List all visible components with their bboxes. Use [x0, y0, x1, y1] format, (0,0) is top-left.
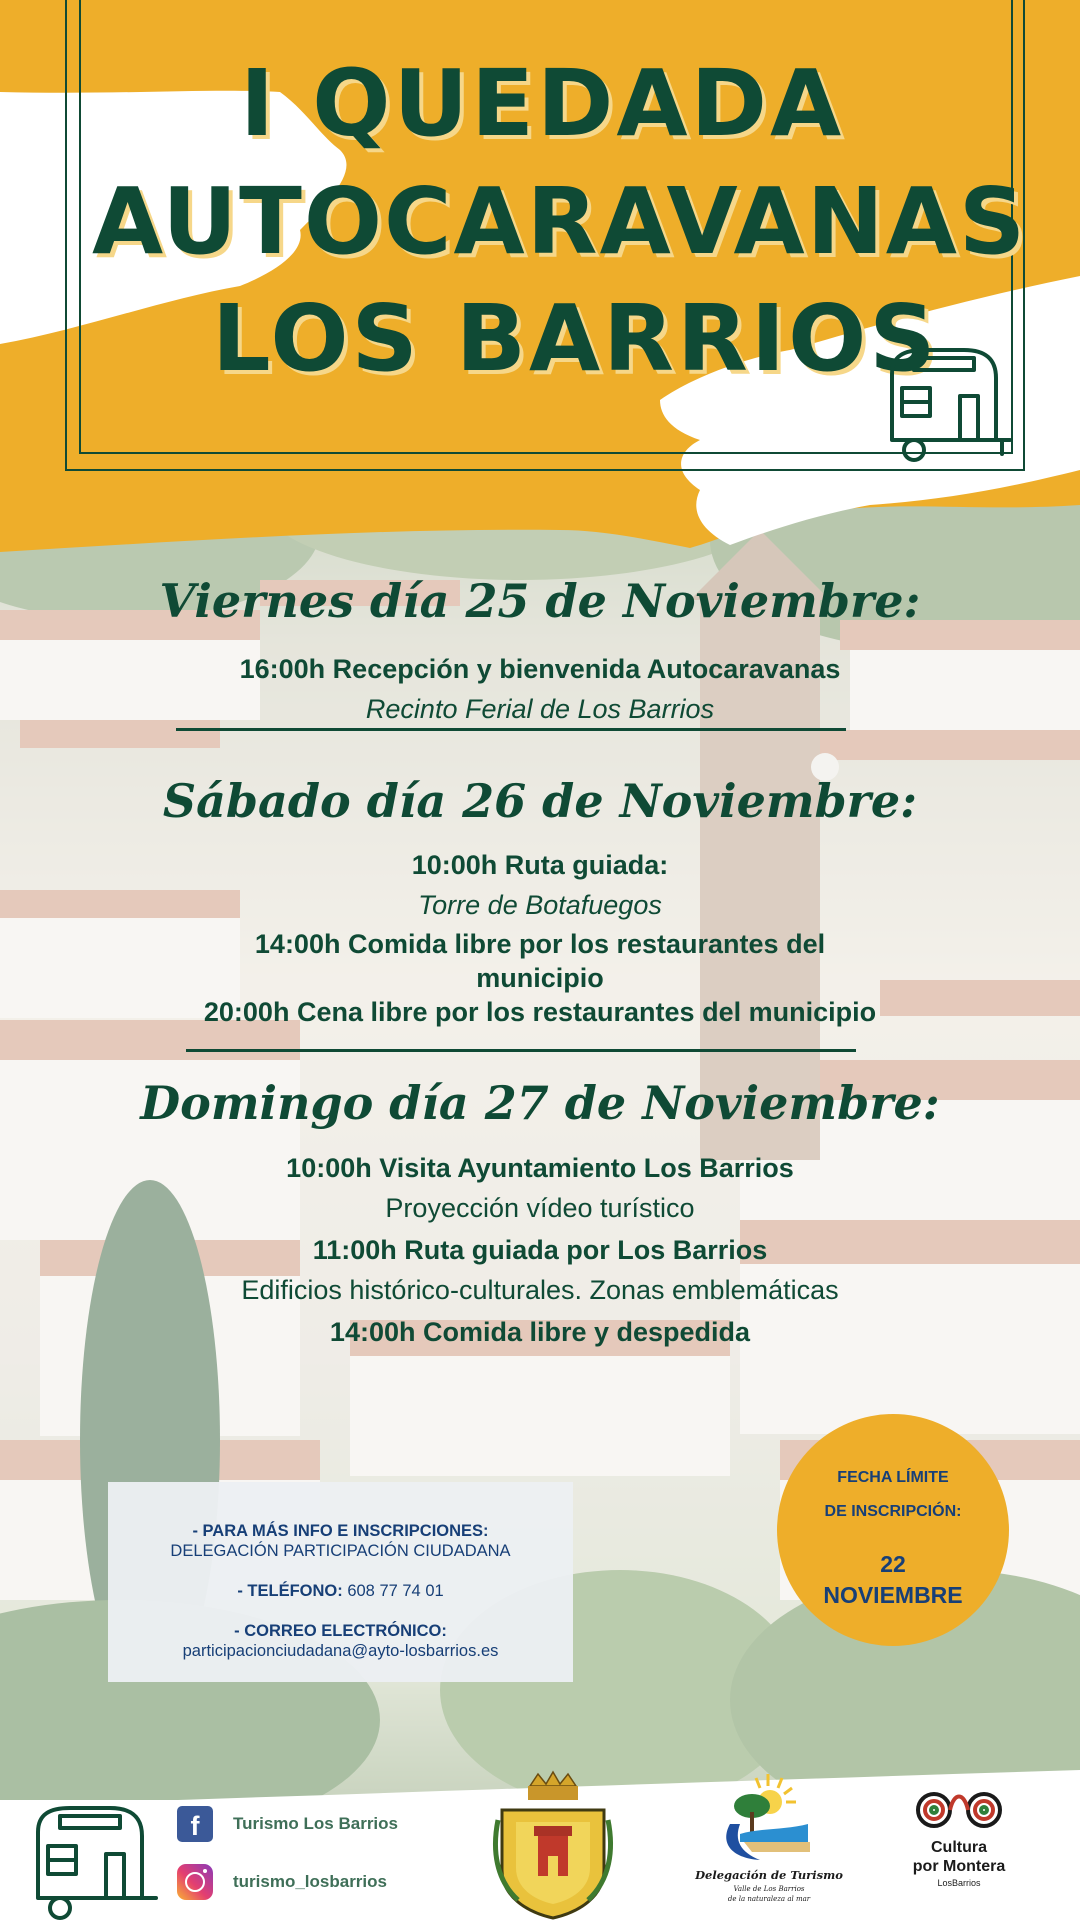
sunday-item-1: 10:00h Visita Ayuntamiento Los Barrios: [286, 1153, 794, 1183]
divider: [186, 1049, 856, 1052]
cultura-line-1: Cultura: [931, 1839, 987, 1856]
turismo-logo-title: Delegación de Turismo: [695, 1868, 843, 1882]
cultura-line-2: por Montera: [912, 1858, 1006, 1875]
info-email-label: [108, 1621, 573, 1641]
turismo-logo-sub1: Valle de Los Barrios: [733, 1885, 805, 1893]
saturday-item-1: 10:00h Ruta guiada:: [411, 850, 669, 880]
facebook-icon: f: [177, 1806, 213, 1842]
facebook-label: Turismo Los Barrios: [233, 1814, 398, 1833]
deadline-line-1: FECHA LÍMITE: [837, 1469, 949, 1486]
title-line-1: I QUEDADA: [240, 50, 845, 157]
coat-of-arms-logo: [488, 1770, 618, 1920]
header: [0, 0, 1080, 560]
divider: [176, 728, 846, 731]
deadline-day: 22: [880, 1551, 906, 1577]
phone-label: - TELÉFONO:: [237, 1582, 343, 1600]
email-label: - CORREO ELECTRÓNICO:: [234, 1622, 447, 1640]
info-organization: DELEGACIÓN PARTICIPACIÓN CIUDADANA: [170, 1542, 511, 1560]
sunday-heading: Domingo día 27 de Noviembre:: [140, 1076, 940, 1130]
sunday-item-2: Proyección vídeo turístico: [385, 1193, 695, 1223]
phone-value[interactable]: 608 77 74 01: [347, 1582, 444, 1600]
saturday-item-2: Torre de Botafuegos: [418, 890, 662, 920]
friday-item-2: Recinto Ferial de Los Barrios: [365, 694, 715, 724]
sunday-item-4: Edificios histórico-culturales. Zonas emblemáticas: [241, 1275, 839, 1305]
deadline-line-2: DE INSCRIPCIÓN:: [824, 1503, 962, 1520]
instagram-icon: [177, 1864, 213, 1900]
friday-heading: Viernes día 25 de Noviembre:: [159, 574, 921, 628]
info-label: [108, 1521, 573, 1541]
info-label-text: - PARA MÁS INFO E INSCRIPCIONES:: [192, 1522, 489, 1540]
friday-item-1: 16:00h Recepción y bienvenida Autocaravanas: [239, 654, 841, 684]
title-line-3: LOS BARRIOS: [212, 285, 939, 392]
saturday-item-4: municipio: [476, 963, 604, 993]
instagram-label: turismo_losbarrios: [233, 1872, 387, 1891]
deadline-badge: [777, 1414, 1009, 1646]
turismo-logo-sub2: de la naturaleza al mar: [727, 1895, 811, 1903]
deadline-month: NOVIEMBRE: [823, 1582, 963, 1608]
turismo-logo-mark: [700, 1772, 830, 1864]
saturday-item-3: 14:00h Comida libre por los restaurantes del: [254, 929, 826, 959]
facebook-link[interactable]: [177, 1806, 398, 1842]
caravan-icon: [884, 344, 1014, 464]
info-email[interactable]: participacionciudadana@ayto-losbarrios.es: [182, 1642, 499, 1660]
title-line-2: AUTOCARAVANAS: [92, 168, 1028, 275]
saturday-heading: Sábado día 26 de Noviembre:: [162, 774, 918, 828]
sunday-item-5: 14:00h Comida libre y despedida: [329, 1317, 751, 1347]
saturday-item-5: 20:00h Cena libre por los restaurantes del municipio: [203, 997, 877, 1027]
cultura-line-3: LosBarrios: [937, 1878, 981, 1888]
caravan-icon: [30, 1802, 160, 1922]
sunday-item-3: 11:00h Ruta guiada por Los Barrios: [312, 1235, 768, 1265]
cultura-montera-logo-mark: [916, 1788, 1002, 1834]
info-box: [108, 1482, 573, 1682]
footer: [0, 1770, 1080, 1920]
info-phone: [108, 1581, 573, 1601]
instagram-link[interactable]: [177, 1864, 387, 1900]
